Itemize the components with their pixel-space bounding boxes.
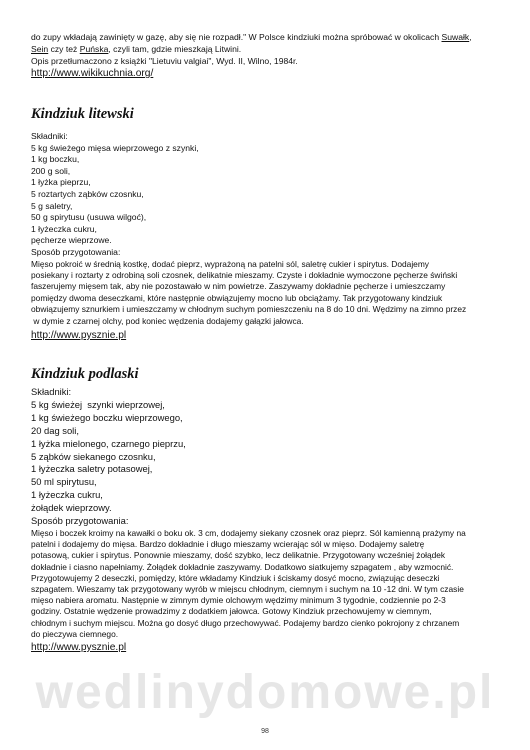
- ingredient-item: 5 ząbków siekanego czosnku,: [31, 450, 156, 462]
- intro-source: Opis przetłumaczono z książki "Lietuviu valgiai", Wyd. II, Wilno, 1984r.: [31, 56, 298, 66]
- recipe-title: Kindziuk litewski: [31, 106, 134, 122]
- ingredients-header: Składniki:: [31, 131, 68, 141]
- method-text: [31, 528, 501, 640]
- ingredient-item: 1 łyżeczka cukru,: [31, 489, 103, 501]
- page-number: 98: [261, 728, 269, 735]
- method-line: posiekany i roztarty z odrobiną soli czosnek, delikatnie mieszamy. Czyste i dokładnie wymoczone pęcherze świński: [31, 269, 458, 280]
- ingredient-item: 1 łyżka mielonego, czarnego pieprzu,: [31, 437, 186, 449]
- ingredient-item: 20 dag soli,: [31, 424, 79, 436]
- ingredient-item: żołądek wieprzowy.: [31, 502, 112, 514]
- method-header: Sposób przygotowania:: [31, 515, 129, 527]
- place-link-sein[interactable]: Sein: [31, 44, 49, 54]
- method-text: [31, 259, 501, 327]
- method-line: mięso nabiera aromatu. Następnie w zimnym dymie olchowym wędzimy minimum 3 tygodnie, codziennie po 2-3: [31, 595, 446, 606]
- ingredient-item: 5 kg świeżego mięsa wieprzowego z szynki,: [31, 142, 199, 153]
- ingredients-block: [31, 131, 501, 259]
- place-link-suwalk[interactable]: Suwałk: [441, 32, 470, 42]
- intro-section: [31, 31, 501, 80]
- method-line: pomiędzy dwoma deseczkami, które następnie obwiązujemy mocno lub obciążamy. Tak przygotowany kindziuk: [31, 292, 443, 303]
- recipe-kindziuk-litewski: [31, 105, 501, 342]
- method-line: godziny. Ostatnie wędzenie prowadzimy z dodatkiem jałowca. Gotowy Kindziuk przechowujemy w ciemnym,: [31, 606, 432, 617]
- ingredient-item: 1 łyżeczka saletry potasowej,: [31, 463, 153, 475]
- ingredient-item: 1 łyżeczka cukru,: [31, 223, 97, 234]
- recipe-kindziuk-podlaski: [31, 365, 501, 654]
- ingredient-item: 1 kg świeżego boczku wieprzowego,: [31, 411, 183, 423]
- document-page: [31, 0, 501, 654]
- method-line: potasową, cukier i spirytus. Ponownie mieszamy, dość szybko, lecz delikatnie. Przygotowany wcześniej żołądek: [31, 550, 446, 561]
- ingredient-item: 1 kg boczku,: [31, 154, 80, 165]
- method-line: dokładnie i ciasno napełniamy. Żołądek dokładnie zaszywamy. Dodatkowo siatkujemy szpagatem , aby wzmocnić.: [31, 561, 454, 572]
- method-line: Przygotowujemy 2 deseczki, pomiędzy, które wkładamy Kindziuk i ściskamy dosyć mocno, związując deseczki: [31, 572, 440, 583]
- method-line: w dymie z czarnej olchy, pod koniec wędzenia dodajemy gałązki jałowca.: [31, 315, 304, 326]
- method-line: chłodnym i suchym miejscu. Można go dosyć długo przechowywać. Podajemy bardzo cienko pokrojony z chrzanem: [31, 617, 460, 628]
- pysznie-link-2[interactable]: http://www.pysznie.pl: [31, 641, 127, 653]
- ingredient-item: 50 ml spirytusu,: [31, 476, 97, 488]
- method-line: do pieczywa ciemnego.: [31, 628, 119, 639]
- ingredient-item: 200 g soli,: [31, 165, 71, 176]
- ingredient-item: 5 g saletry,: [31, 200, 73, 211]
- intro-line-1: do zupy wkładają zawinięty w gazę, aby się nie rozpadł." W Polsce kindziuki można spróbować w okolicach Suwałk,: [31, 32, 472, 42]
- ingredients-header: Składniki:: [31, 385, 72, 397]
- method-line: Mięso pokroić w średnią kostkę, dodać pieprz, wyprażoną na patelni sól, saletrę cukier i spirytus. Dodajemy: [31, 258, 429, 269]
- watermark: wedlinydomowe.pl: [35, 666, 495, 719]
- place-link-punsk[interactable]: Puńska: [79, 44, 109, 54]
- method-line: Mięso i boczek kroimy na kawałki o boku ok. 3 cm, dodajemy siekany czosnek oraz pieprz. Sól kamienną prażymy na: [31, 527, 466, 538]
- method-line: szpagatem. Wieszamy tak przygotowany wyrób w miejscu chłodnym, ciemnym i suchym na 10 -12 dni. W tym czasie: [31, 583, 464, 594]
- intro-line-2: Sein czy też Puńska, czyli tam, gdzie mieszkają Litwini.: [31, 44, 242, 54]
- ingredient-item: pęcherze wieprzowe.: [31, 235, 112, 246]
- method-line: faszerujemy mięsem tak, aby nie pozostawało w nim powietrze. Zaszywamy dokładnie pęcherze i umieszczamy: [31, 281, 446, 292]
- method-line: obwiązujemy sznurkiem i umieszczamy w chłodnym suchym pomieszczeniu na 8 do 10 dni. Wędzimy na zimno przez: [31, 304, 467, 315]
- wikikuchnia-link[interactable]: http://www.wikikuchnia.org/: [31, 68, 154, 79]
- ingredient-item: 5 kg świeżej szynki wieprzowej,: [31, 398, 165, 410]
- recipe-title: Kindziuk podlaski: [31, 365, 139, 382]
- ingredient-item: 1 łyżka pieprzu,: [31, 177, 91, 188]
- method-header: Sposób przygotowania:: [31, 246, 121, 257]
- pysznie-link-1[interactable]: http://www.pysznie.pl: [31, 329, 127, 341]
- ingredients-block: [31, 386, 501, 528]
- ingredient-item: 5 roztartych ząbków czosnku,: [31, 188, 144, 199]
- ingredient-item: 50 g spirytusu (usuwa wilgoć),: [31, 212, 147, 223]
- method-line: patelni i dodajemy do mięsa. Bardzo dokładnie i długo mieszamy wcierając sól w mięso. Dodajemy saletrę: [31, 539, 425, 550]
